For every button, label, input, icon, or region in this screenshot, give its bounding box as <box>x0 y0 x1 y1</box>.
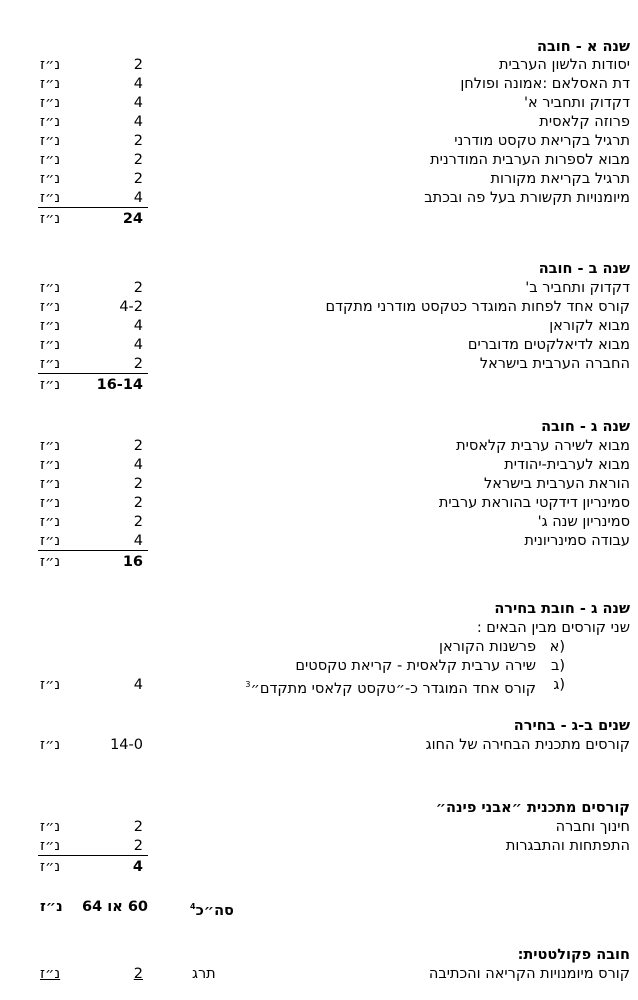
course-points: 2 <box>133 838 143 854</box>
units-label: נ״ז <box>40 76 61 92</box>
year-b-title: שנה ב - חובה <box>538 261 630 277</box>
course-points: 2 <box>133 476 143 492</box>
year-c-elective-title: שנה ג - חובת בחירה <box>494 601 630 617</box>
total-rule <box>38 855 148 856</box>
course-name: מבוא לערבית-יהודית <box>504 457 630 473</box>
units-label: נ״ז <box>40 337 61 353</box>
even-pina-total: 4 <box>132 859 143 875</box>
footnote-mark: 4 <box>190 902 196 911</box>
course-name: החברה הערבית בישראל <box>479 356 630 372</box>
units-label: נ״ז <box>40 859 61 875</box>
option-text-main: קורס אחד המוגדר כ-״טקסט קלאסי מתקדם״ <box>250 680 536 697</box>
year-b-total: 16-14 <box>96 377 143 393</box>
option-mark: ג) <box>553 677 565 693</box>
course-points: 2 <box>133 133 143 149</box>
footnote-mark: 3 <box>245 680 251 689</box>
units-label: נ״ז <box>40 133 61 149</box>
course-name: קורס אחד לפחות המוגדר כטקסט מודרני מתקדם <box>325 299 630 315</box>
units-label: נ״ז <box>40 966 61 982</box>
units-label: נ״ז <box>40 95 61 111</box>
units-label: נ״ז <box>40 280 61 296</box>
faculty-points: 2 <box>133 966 143 982</box>
course-name: מבוא לספרות הערבית המודרנית <box>430 152 630 168</box>
total-rule <box>38 550 148 551</box>
course-name: מבוא לדיאלקטים מדוברים <box>467 337 630 353</box>
units-label: נ״ז <box>40 211 61 227</box>
units-label: נ״ז <box>40 495 61 511</box>
course-points: 2 <box>133 495 143 511</box>
course-points: 4 <box>133 114 143 130</box>
grand-total-units: נ״ז <box>40 899 63 915</box>
units-label: נ״ז <box>40 819 61 835</box>
units-label: נ״ז <box>40 356 61 372</box>
grand-total-value: 60 או 64 <box>82 899 149 915</box>
course-name: עבודה סמינריונית <box>524 533 630 549</box>
course-points: 4 <box>133 457 143 473</box>
units-label: נ״ז <box>40 377 61 393</box>
faculty-course: קורס מיומנויות הקריאה והכתיבה <box>428 966 630 982</box>
course-name: מבוא לשירה ערבית קלאסית <box>456 438 630 454</box>
total-rule <box>38 207 148 208</box>
course-points: 4 <box>133 190 143 206</box>
course-points: 2 <box>133 438 143 454</box>
course-name: תרגיל בקריאת מקורות <box>490 171 630 187</box>
course-points: 4 <box>133 337 143 353</box>
year-a-total: 24 <box>122 211 143 227</box>
years-bc-elective-title: שנים ב-ג - בחירה <box>513 718 630 734</box>
course-points: 2 <box>133 356 143 372</box>
option-mark: א) <box>549 639 565 655</box>
course-name: מבוא לקוראן <box>549 318 630 334</box>
course-points: 2 <box>133 57 143 73</box>
option-text: פרשנות הקוראן <box>439 639 536 655</box>
course-points: 2 <box>133 152 143 168</box>
year-c-title: שנה ג - חובה <box>541 419 630 435</box>
course-points: 2 <box>133 514 143 530</box>
course-name: חינוך וחברה <box>555 819 630 835</box>
units-label: נ״ז <box>40 171 61 187</box>
course-points: 2 <box>133 171 143 187</box>
faculty-title: חובה פקולטטית: <box>517 947 630 963</box>
units-label: נ״ז <box>40 677 61 693</box>
course-name: מיומנויות תקשורת בעל פה ובכתב <box>424 190 630 206</box>
course-name: התפתחות והתבגרות <box>505 838 630 854</box>
course-points: 4 <box>133 95 143 111</box>
units-label: נ״ז <box>40 318 61 334</box>
year-a-title: שנה א - חובה <box>537 39 630 55</box>
course-name: דקדוק ותחביר ב' <box>525 280 630 296</box>
units-label: נ״ז <box>40 438 61 454</box>
course-points: 4 <box>133 318 143 334</box>
faculty-tag: תרג <box>192 966 216 982</box>
units-label: נ״ז <box>40 476 61 492</box>
course-name: סמינריון שנה ג' <box>537 514 630 530</box>
grand-total-label-text: סה״כ <box>195 902 234 919</box>
units-label: נ״ז <box>40 190 61 206</box>
units-label: נ״ז <box>40 554 61 570</box>
course-points: 2 <box>133 280 143 296</box>
course-name: תרגיל בקריאת טקסט מודרני <box>454 133 630 149</box>
units-label: נ״ז <box>40 533 61 549</box>
course-name: דת האסלאם :אמונה ופולחן <box>460 76 630 92</box>
even-pina-title: קורסים מתכנית ״אבני פינה״ <box>435 800 630 816</box>
course-name: סמינריון דידקטי בהוראת ערבית <box>438 495 630 511</box>
units-label: נ״ז <box>40 299 61 315</box>
year-c-elective-intro: שני קורסים מבין הבאים : <box>476 620 630 636</box>
elective-points: 4 <box>133 677 143 693</box>
grand-total-label <box>190 898 234 920</box>
units-label: נ״ז <box>40 114 61 130</box>
units-label: נ״ז <box>40 57 61 73</box>
course-name: דקדוק ותחביר א' <box>523 95 630 111</box>
units-label: נ״ז <box>40 737 61 753</box>
option-text: שירה ערבית קלאסית - קריאת טקסטים <box>295 658 536 674</box>
units-label: נ״ז <box>40 514 61 530</box>
total-rule <box>38 373 148 374</box>
course-name: יסודות הלשון הערבית <box>499 57 630 73</box>
years-bc-elective-text: קורסים מתכנית הבחירה של החוג <box>425 737 630 753</box>
course-name: פרוזה קלאסית <box>539 114 630 130</box>
course-points: 2 <box>133 819 143 835</box>
option-text <box>245 676 536 698</box>
option-mark: ב) <box>550 658 565 674</box>
course-points: 4-2 <box>119 299 143 315</box>
units-label: נ״ז <box>40 152 61 168</box>
units-label: נ״ז <box>40 838 61 854</box>
course-points: 4 <box>133 533 143 549</box>
years-bc-points: 14-0 <box>110 737 143 753</box>
year-c-total: 16 <box>122 554 143 570</box>
units-label: נ״ז <box>40 457 61 473</box>
course-points: 4 <box>133 76 143 92</box>
course-name: הוראת הערבית בישראל <box>484 476 630 492</box>
